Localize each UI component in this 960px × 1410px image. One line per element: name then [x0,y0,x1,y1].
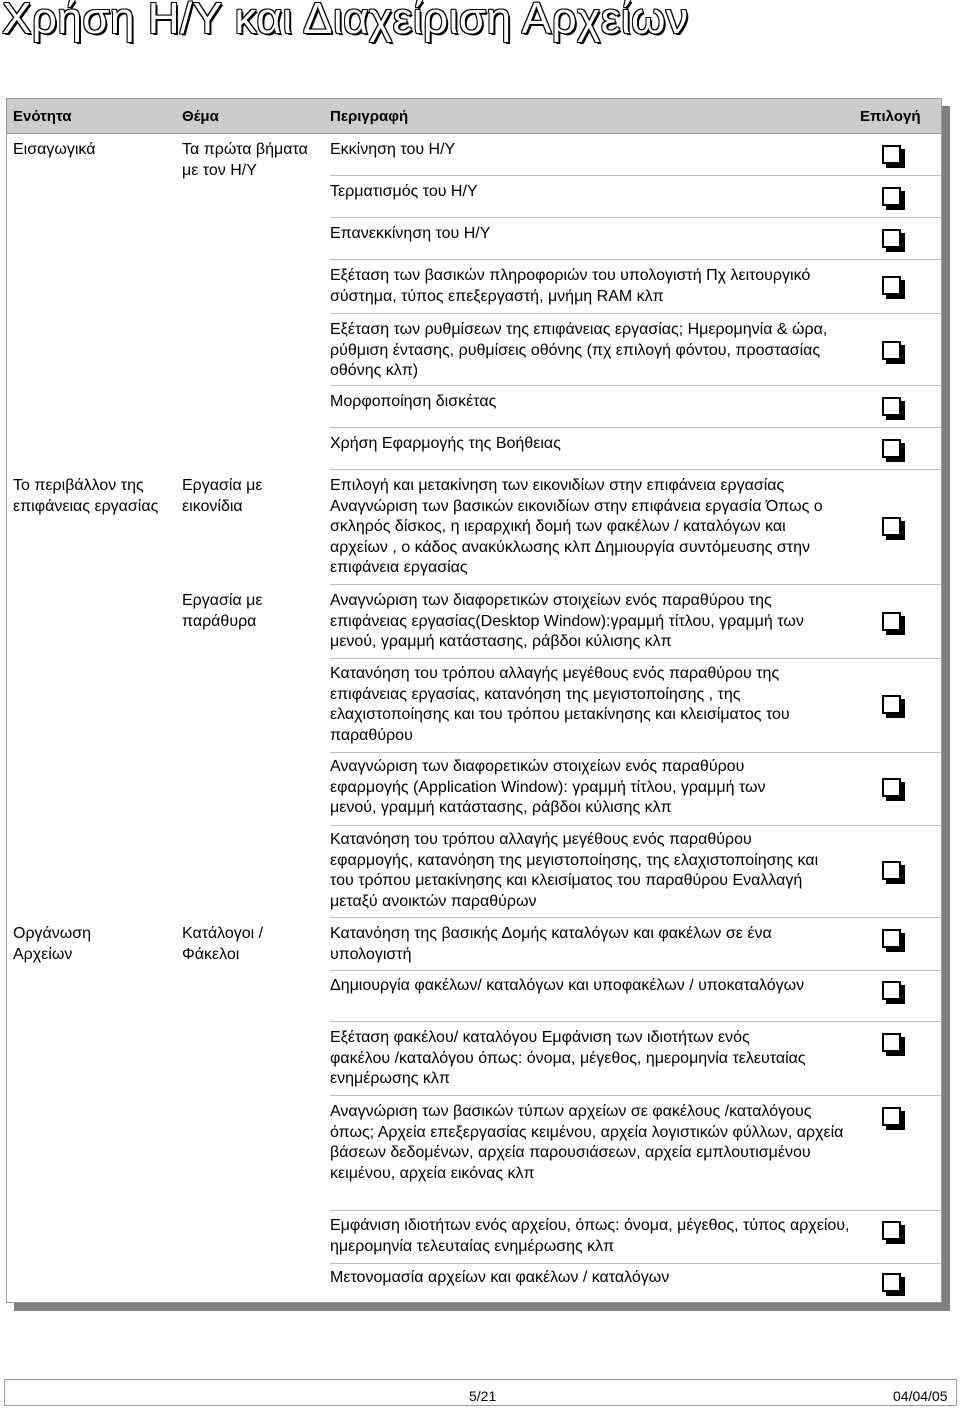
header-select: Επιλογή [860,108,921,125]
page-title: Χρήση Η/Υ και Διαχείριση Αρχείων [2,0,689,43]
row-divider [330,970,941,971]
row-description: Κατανόηση του τρόπου αλλαγής μεγέθους ενός παραθύρου της επιφάνειας εργασίας, κατανόηση της μεγιστοποίησης , της ελαχιστοποίησης και του τρόπου μετακίνησης και κλεισίματος του παραθύρου [330,665,790,744]
row-divider [330,175,941,176]
header-section: Ενότητα [13,108,72,125]
row-divider [330,469,941,470]
row-description: Τερματισμός του Η/Υ [330,183,478,200]
row-divider [330,427,941,428]
row-description: Δημιουργία φακέλων/ καταλόγων και υποφακέλων / υποκαταλόγων [330,977,805,994]
row-checkbox[interactable] [882,861,901,880]
topic-label: Εργασία με εικονίδια [182,477,263,515]
row-description: Κατανόηση του τρόπου αλλαγής μεγέθους ενός παραθύρου εφαρμογής, κατανόηση της μεγιστοποίησης, της ελαχιστοποίησης και του τρόπου μετακίνησης και κλεισίματος του παραθύρου Εναλλαγή μεταξύ ανοικτών παραθύρων [330,831,819,910]
row-divider [330,259,941,260]
row-divider [330,313,941,314]
row-checkbox[interactable] [882,187,901,206]
row-divider [330,385,941,386]
row-description: Εξέταση των βασικών πληροφοριών του υπολογιστή Πχ λειτουργικό σύστημα, τύπος επεξεργαστή, μνήμη RAM κλπ [330,267,811,305]
topic-label: Εργασία με παράθυρα [182,592,263,630]
row-divider [330,1263,941,1264]
row-divider [330,1095,941,1096]
section-label: Οργάνωση Αρχείων [13,925,92,963]
row-description: Αναγνώριση των διαφορετικών στοιχείων ενός παραθύρου εφαρμογής (Application Window): γραμμή τίτλου, γραμμή των μενού, γραμμή κατάστασης, ράβδοι κύλισης κλπ [330,758,766,817]
row-checkbox[interactable] [882,229,901,248]
row-checkbox[interactable] [882,439,901,458]
row-description: Εκκίνηση του Η/Υ [330,141,456,158]
page-number: 5/21 [469,1388,497,1404]
row-checkbox[interactable] [882,145,901,164]
row-checkbox[interactable] [882,1033,901,1052]
row-divider [330,917,941,918]
topic-label: Κατάλογοι / Φάκελοι [182,925,264,963]
row-divider [330,584,941,585]
section-label: Εισαγωγικά [13,141,96,158]
row-divider [330,1021,941,1022]
row-checkbox[interactable] [882,1107,901,1126]
row-checkbox[interactable] [882,695,901,714]
row-description: Εμφάνιση ιδιοτήτων ενός αρχείου, όπως: όνομα, μέγεθος, τύπος αρχείου, ημερομηνία τελευταίας ενημέρωσης κλπ [330,1217,850,1255]
table-frame [6,98,942,1303]
row-description: Αναγνώριση των διαφορετικών στοιχείων ενός παραθύρου της επιφάνειας εργασίας(Desktop Window):γραμμή τίτλου, γραμμή των μενού, γραμμή κατάστασης, ράβδοι κύλισης κλπ [330,592,804,651]
header-description: Περιγραφή [330,108,409,125]
curriculum-table [6,98,942,1303]
row-description: Μορφοποίηση δισκέτας [330,393,497,410]
row-checkbox[interactable] [882,1221,901,1240]
row-description: Επανεκκίνηση του Η/Υ [330,225,491,242]
row-checkbox[interactable] [882,397,901,416]
section-label: Το περιβάλλον της επιφάνειας εργασίας [13,477,159,515]
topic-label: Τα πρώτα βήματα με τον Η/Υ [182,141,308,179]
page-footer [4,1379,957,1406]
row-description: Επιλογή και μετακίνηση των εικονιδίων στην επιφάνεια εργασίας Αναγνώριση των βασικών εικονιδίων στην επιφάνεια εργασία Όπως ο σκληρός δίσκος, η ιεραρχική δομή των φακέλων / καταλόγων και αρχείων , ο κάδος ανακύκλωσης κλπ Δημιουργία συντόμευσης στην επιφάνεια εργασίας [330,477,823,577]
row-description: Εξέταση των ρυθμίσεων της επιφάνειας εργασίας; Ημερομηνία & ώρα, ρύθμιση έντασης, ρυθμίσεις οθόνης (πχ επιλογή φόντου, προστασίας οθόνης κλπ) [330,321,828,380]
row-checkbox[interactable] [882,612,901,631]
row-checkbox[interactable] [882,778,901,797]
table-header [7,99,941,134]
row-divider [330,658,941,659]
header-topic: Θέμα [182,108,219,125]
row-description: Εξέταση φακέλου/ καταλόγου Εμφάνιση των ιδιοτήτων ενός φακέλου /καταλόγου όπως: όνομα, μέγεθος, ημερομηνία τελευταίας ενημέρωσης κλπ [330,1029,806,1088]
row-description: Αναγνώριση των βασικών τύπων αρχείων σε φακέλους /καταλόγους όπως; Αρχεία επεξεργασίας κειμένου, αρχεία λογιστικών φύλλων, αρχεία βάσεων δεδομένων, αρχεία παρουσιάσεων, αρχεία εμπλουτισμένου κειμένου, αρχεία εικόνας κλπ [330,1103,844,1182]
row-checkbox[interactable] [882,1273,901,1292]
row-description: Κατανόηση της βασικής Δομής καταλόγων και φακέλων σε ένα υπολογιστή [330,925,772,963]
row-description: Χρήση Εφαρμογής της Βοήθειας [330,435,561,452]
row-checkbox[interactable] [882,517,901,536]
row-checkbox[interactable] [882,341,901,360]
row-divider [330,752,941,753]
row-divider [330,825,941,826]
row-checkbox[interactable] [882,929,901,948]
row-description: Μετονομασία αρχείων και φακέλων / καταλόγων [330,1269,670,1286]
row-checkbox[interactable] [882,981,901,1000]
row-divider [330,1210,941,1211]
footer-date: 04/04/05 [893,1388,948,1404]
row-divider [330,217,941,218]
row-checkbox[interactable] [882,276,901,295]
